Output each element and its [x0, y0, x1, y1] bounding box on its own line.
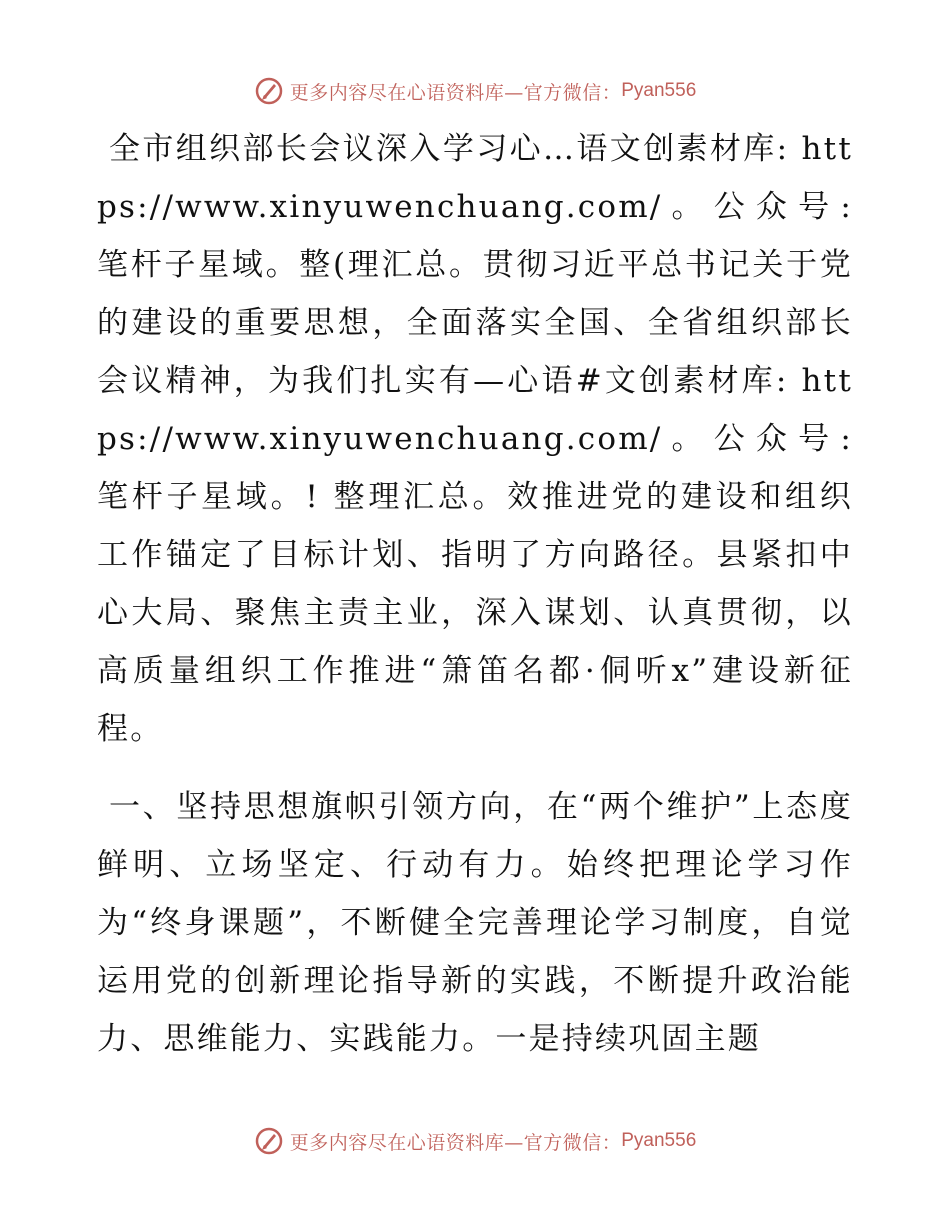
header-banner: [0, 71, 950, 111]
section-one-paragraph: 一、坚持思想旗帜引领方向，在“两个维护”上态度鲜明、立场坚定、行动有力。始终把理论学习作为“终身课题”，不断健全完善理论学习制度，自觉运用党的创新理论指导新的实践，不断提升政治能力、思维能力、实践能力。一是持续巩固主题: [97, 789, 853, 1057]
footer-banner-text: 更多内容尽在心语资料库—官方微信：: [289, 1131, 622, 1154]
quill-pen-logo-icon: [254, 76, 284, 106]
footer-banner: [0, 1121, 950, 1161]
document-body: [97, 120, 853, 1068]
footer-wechat-id: Pyan556: [621, 1130, 697, 1151]
quill-pen-logo-icon: [254, 1126, 284, 1156]
header-wechat-id: Pyan556: [621, 80, 697, 101]
intro-paragraph: 全市组织部长会议深入学习心…语文创素材库: https://www.xinyuwenchuang.com/。公众号: 笔杆子星域。整(理汇总。贯彻习近平总书记关于党的建设的重要思想，全面落实全国、全省组织部长会议精神，为我们扎实有—心语#文创素材库: https://www.xinyuwenchuang.com/。公众号: 笔杆子星域。! 整理汇总。效推进党的建设和组织工作锚定了目标计划、指明了方向路径。县紧扣中心大局、聚焦主责主业，深入谋划、认真贯彻，以高质量组织工作推进“箫笛名都·侗听x”建设新征程。: [97, 131, 853, 747]
header-banner-text: 更多内容尽在心语资料库—官方微信：: [289, 81, 622, 104]
